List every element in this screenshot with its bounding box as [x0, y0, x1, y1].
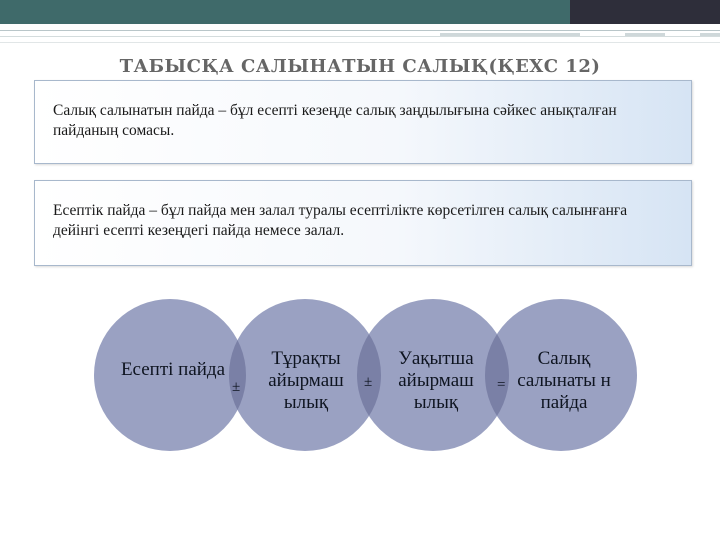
circle-label-temporary-difference: Уақытша айырмаш ылық — [398, 348, 474, 413]
circle-label-permanent-difference: Тұрақты айырмаш ылық — [268, 348, 344, 413]
definition-text: Салық салынатын пайда – бұл есепті кезеңде салық заңдылығына сәйкес анықталған пайданың сомасы. — [53, 102, 617, 139]
slide-title: ТАБЫСҚА САЛЫНАТЫН САЛЫҚ(ҚЕХС 12) — [119, 56, 601, 77]
definition-text: Есептік пайда – бұл пайда мен залал туралы есептілікте көрсетілген салық салынғанға дейінгі есепті кезеңдегі пайда немесе залал. — [53, 202, 628, 239]
circle-label-accounting-profit: Есепті пайда — [120, 359, 226, 380]
operator-plus-minus: ± — [364, 374, 373, 390]
circle-label-taxable-profit: Салық салынаты н пайда — [517, 348, 611, 413]
operator-plus-minus: ± — [232, 379, 241, 395]
operator-equals: = — [497, 377, 506, 393]
